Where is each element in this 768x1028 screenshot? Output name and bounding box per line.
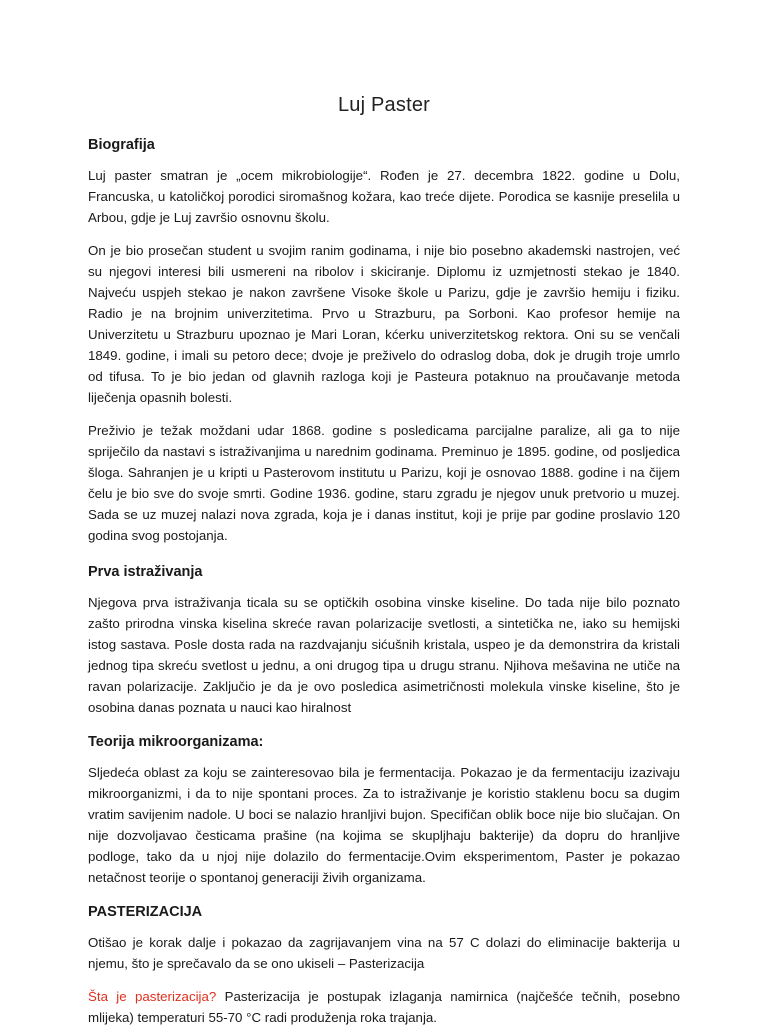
heading-teorija-mikroorganizama: Teorija mikroorganizama: bbox=[88, 734, 264, 750]
document-page bbox=[88, 0, 680, 1028]
paragraph-biografija-2: On je bio prosečan student u svojim ranim godinama, i nije bio posebno akademski nastrojen, već su njegovi interesi bili usmereni na ribolov i skiciranje. Diplomu iz uzmjetnosti stekao je 1840. Najveću uspjeh stekao je nakon završene Visoke škole u Parizu, gdje je završio hemiju i fiziku. Radio je na brojnim univerzitetima. Prvo u Strazburu, pa Sorboni. Kao profesor hemije na Univerzitetu u Strazburu upoznao je Mari Loran, kćerku univerzitetskog rektora. Oni su se venčali 1849. godine, i imali su petoro dece; dvoje je preživelo do odraslog doba, dok je drugih troje umrlo od tifusa. To je bio jedan od glavnih razloga koji je Pasteura potaknuo na proučavanje metoda liječenja opasnih bolesti. bbox=[88, 243, 680, 405]
document-title: Luj Paster bbox=[337, 94, 431, 116]
paragraph-prva-istrazivanja: Njegova prva istraživanja ticala su se optičkih osobina vinske kiseline. Do tada nije bilo poznato zašto prirodna vinska kiselina skreće ravan polarizacije svetlosti, a sintetička ne, iako su hemijski istog sastava. Posle dosta rada na razdvajanju sićušnih kristala, uspeo je da demonstrira da kristali jednog tipa skreću svetlost u jednu, a oni drugog tipa u drugu stranu. Njihova mešavina ne utiče na ravan polarizacije. Zaključio je da je ovo posledica asimetričnosti molekula vinske kiseline, što je osobina danas poznata u nauci kao hiralnost bbox=[88, 595, 680, 715]
paragraph-teorija-mikroorganizama: Sljedeća oblast za koju se zainteresovao bila je fermentacija. Pokazao je da fermentaciju izazivaju mikroorganizmi, i da to nije spontani proces. Za to istraživanje je koristio staklenu bocu sa dugim vratim savijenim nadole. U boci se nalazio hranljivi bujon. Specifičan oblik boce nije bio slučajan. On nije dozvoljavao česticama prašine (na kojima se skupljhaju bakterije) da dopru do hranljive podloge, tako da u njoj nije dolazilo do fermentacije.Ovim eksperimentom, Paster je pokazao netačnost teorije o spontanoj generaciji živih organizama. bbox=[88, 765, 680, 885]
paragraph-definition bbox=[88, 986, 680, 1028]
definition-text: Pasterizacija je postupak izlaganja namirnica (najčešće tečnih, posebno mlijeka) temperaturi 55-70 °C radi produženja roka trajanja. bbox=[88, 989, 681, 1025]
heading-prva-istrazivanja: Prva istraživanja bbox=[88, 564, 203, 580]
question-highlight: Šta je pasterizacija? bbox=[88, 989, 217, 1004]
paragraph-biografija-1: Luj paster smatran je „ocem mikrobiologije“. Rođen je 27. decembra 1822. godine u Dolu, Francuska, u katoličkoj porodici siromašnog kožara, kao treće dijete. Porodica se kasnije preselila u Arbou, gdje je Luj završio osnovnu školu. bbox=[88, 168, 680, 225]
paragraph-biografija-3: Preživio je težak moždani udar 1868. godine s posledicama parcijalne paralize, ali ga to nije spriječilo da nastavi s istraživanjima u narednim godinama. Preminuo je 1895. godine, od posljedica šloga. Sahranjen je u kripti u Pasterovom institutu u Parizu, koji je osnovao 1888. godine i na čijem čelu je bio sve do svoje smrti. Godine 1936. godine, staru zgradu je njegov unuk pretvorio u muzej. Sada se uz muzej nalazi nova zgrada, koja je i danas institut, koji je prije par godine proslavio 120 godina svog postojanja. bbox=[88, 423, 680, 543]
paragraph-pasterizacija: Otišao je korak dalje i pokazao da zagrijavanjem vina na 57 C dolazi do eliminacije bakterija u njemu, što je sprečavalo da se ono ukiseli – Pasterizacija bbox=[88, 935, 680, 971]
heading-biografija: Biografija bbox=[88, 137, 155, 153]
heading-pasterizacija: PASTERIZACIJA bbox=[88, 904, 203, 920]
